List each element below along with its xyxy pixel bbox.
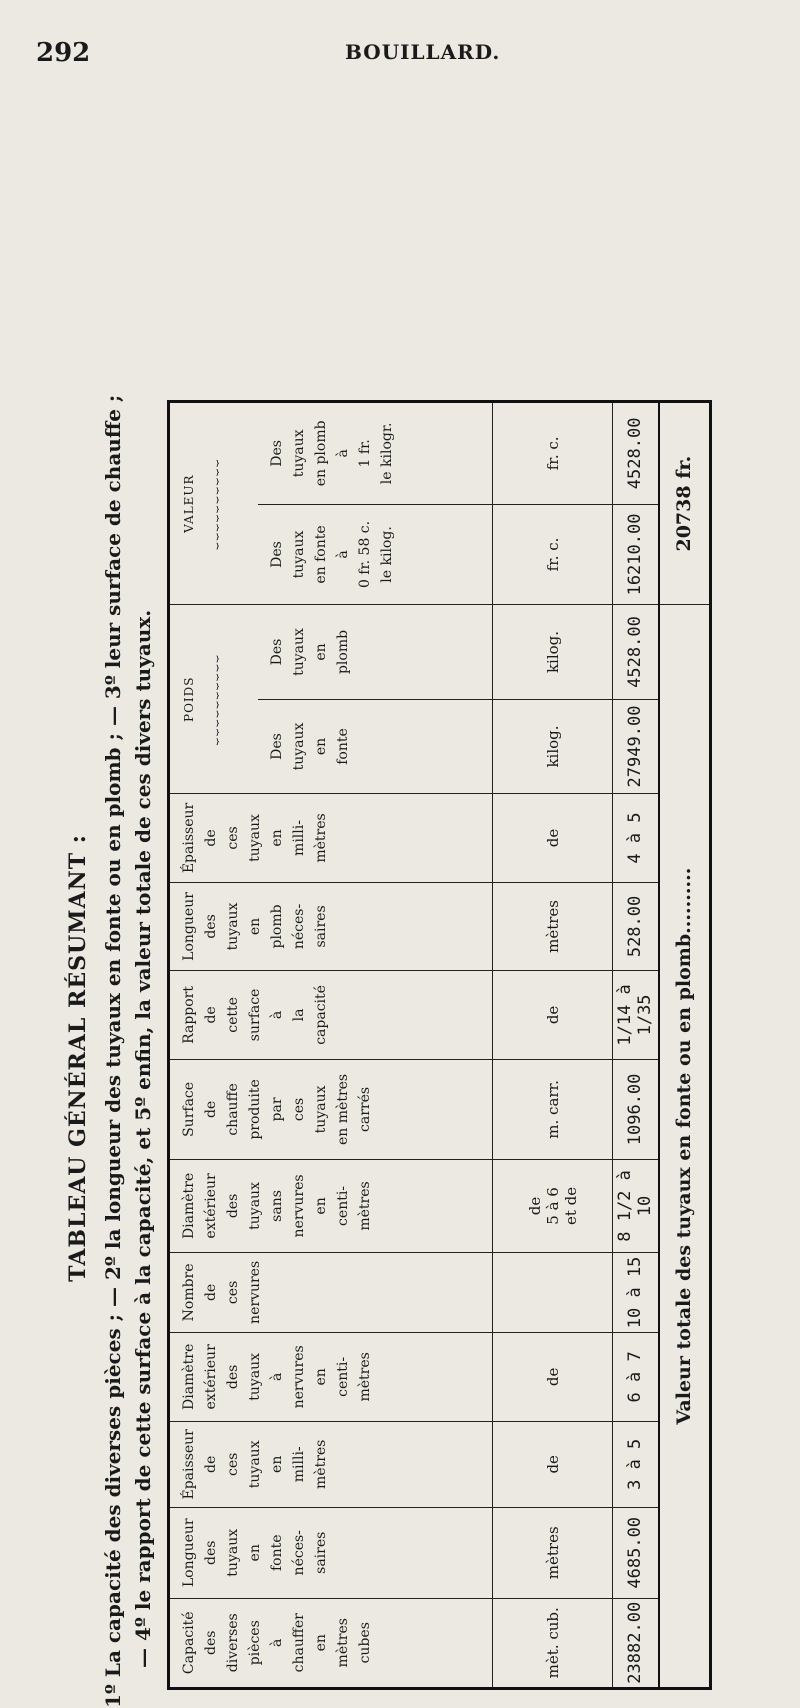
- value-cell: 27949.00: [613, 699, 659, 794]
- unit-cell: de: [493, 1421, 613, 1507]
- value-cell: 3 à 5: [613, 1421, 659, 1507]
- total-value: 20738 fr.: [659, 402, 711, 605]
- rotated-table-block: [65, 388, 731, 1708]
- header-cell: Longueur des tuyaux en fonte néces- saires: [169, 1508, 493, 1598]
- unit-cell: de: [493, 971, 613, 1059]
- value-cell: 8 1/2 à 10: [613, 1160, 659, 1253]
- values-row: [613, 402, 659, 1689]
- group-label-poids: POIDS: [182, 676, 196, 722]
- value-cell: 6 à 7: [613, 1333, 659, 1421]
- unit-cell: fr. c.: [493, 402, 613, 505]
- value-cell: 4528.00: [613, 605, 659, 700]
- group-label-valeur: VALEUR: [182, 474, 196, 533]
- page-number: 292: [36, 38, 91, 68]
- header-cell: Diamètre extérieur des tuyaux sans nervures en centi- mètres: [169, 1160, 493, 1253]
- unit-cell: de 5 à 6 et de: [493, 1160, 613, 1253]
- value-cell: 1096.00: [613, 1059, 659, 1160]
- unit-cell: de: [493, 1333, 613, 1421]
- header-cell: Épaisseur de ces tuyaux en milli- mètres: [169, 794, 493, 882]
- unit-cell: fr. c.: [493, 504, 613, 605]
- header-cell: Longueur des tuyaux en plomb néces- saires: [169, 882, 493, 970]
- value-cell: 528.00: [613, 882, 659, 970]
- value-cell: 10 à 15: [613, 1252, 659, 1332]
- value-cell: 4528.00: [613, 402, 659, 505]
- group-header-valeur: [169, 402, 258, 605]
- header-cell: Rapport de cette surface à la capacité: [169, 971, 493, 1059]
- header-cell: Surface de chauffe produite par ces tuyaux en mètres carrés: [169, 1059, 493, 1160]
- units-row: [493, 402, 613, 1689]
- unit-cell: mètres: [493, 1508, 613, 1598]
- value-cell: 4 à 5: [613, 794, 659, 882]
- value-cell: 23882.00: [613, 1598, 659, 1688]
- header-row: [169, 402, 258, 1689]
- brace-decoration: ⏟⏟⏟⏟⏟⏟⏟⏟⏟⏟: [204, 653, 218, 746]
- subheader-cell: Des tuyaux en plomb: [258, 605, 493, 700]
- unit-cell: [493, 1252, 613, 1332]
- summary-table: [167, 400, 712, 1690]
- unit-cell: kilog.: [493, 605, 613, 700]
- group-header-poids: [169, 605, 258, 794]
- unit-cell: de: [493, 794, 613, 882]
- total-label: Valeur totale des tuyaux en fonte ou en plomb..........: [659, 605, 711, 1689]
- caption-line-1: 1º La capacité des diverses pièces ; — 2º la longueur des tuyaux en fonte ou en plomb ; — 3º leur surface de chauffe ;: [101, 394, 125, 1708]
- unit-cell: mèt. cub.: [493, 1598, 613, 1688]
- value-cell: 16210.00: [613, 504, 659, 605]
- header-cell: Capacité des diverses pièces à chauffer en mètres cubes: [169, 1598, 493, 1688]
- header-cell: Diamètre extérieur des tuyaux à nervures en centi- mètres: [169, 1333, 493, 1421]
- unit-cell: mètres: [493, 882, 613, 970]
- table-title: TABLEAU GÉNÉRAL RÉSUMANT :: [65, 834, 91, 1282]
- header-cell: Nombre de ces nervures: [169, 1252, 493, 1332]
- value-cell: 1/14 à 1/35: [613, 971, 659, 1059]
- running-head: BOUILLARD.: [345, 40, 501, 64]
- subheader-cell: Des tuyaux en fonte: [258, 699, 493, 794]
- value-cell: 4685.00: [613, 1508, 659, 1598]
- caption-line-2: — 4º le rapport de cette surface à la capacité, et 5º enfin, la valeur totale de ces divers tuyaux.: [131, 609, 155, 1668]
- brace-decoration: ⏟⏟⏟⏟⏟⏟⏟⏟⏟⏟: [204, 457, 218, 550]
- total-row: [659, 402, 711, 1689]
- unit-cell: kilog.: [493, 699, 613, 794]
- unit-cell: m. carr.: [493, 1059, 613, 1160]
- subheader-cell: Des tuyaux en fonte à 0 fr. 58 c. le kilog.: [258, 504, 493, 605]
- header-cell: Épaisseur de ces tuyaux en milli- mètres: [169, 1421, 493, 1507]
- subheader-cell: Des tuyaux en plomb à 1 fr. le kilogr.: [258, 402, 493, 505]
